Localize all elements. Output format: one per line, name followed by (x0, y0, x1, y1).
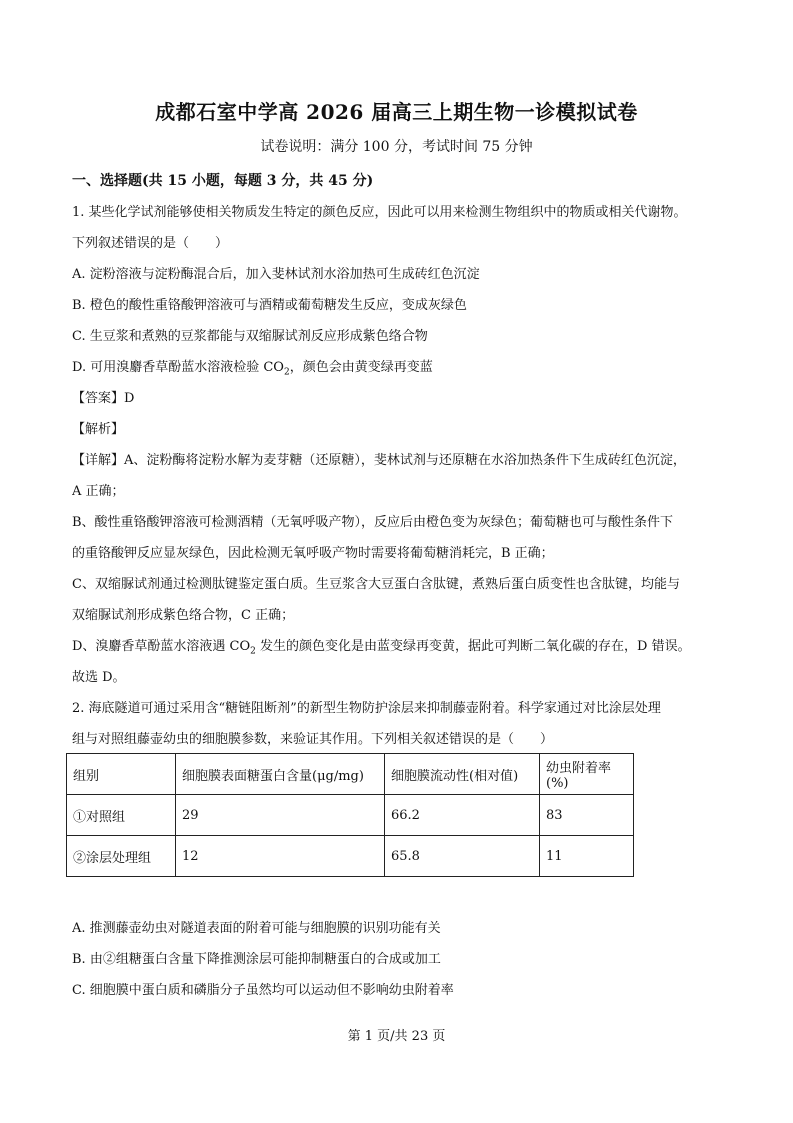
q1-option-b: B. 橙色的酸性重铬酸钾溶液可与酒精或葡萄糖发生反应，变成灰绿色 (72, 298, 467, 313)
q2-option-a: A. 推测藤壶幼虫对隧道表面的附着可能与细胞膜的识别功能有关 (72, 921, 441, 936)
q1-detail-line6: 双缩脲试剂形成紫色络合物，C 正确； (72, 608, 295, 623)
q1-detail-line7: D、溴麝香草酚蓝水溶液遇 $CO_2$ 发生的颜色变化是由蓝变绿再变黄，据此可判断二氧化碳的存在，D 错误。 (72, 639, 691, 657)
page-footer: 第 1 页/共 23 页 (347, 1029, 446, 1044)
exam-title: 成都石室中学高 2026 届高三上期生物一诊模拟试卷 (155, 100, 638, 124)
table-cell: ②涂层处理组 (67, 836, 176, 877)
q1-answer: 【答案】D (72, 391, 135, 406)
table-cell: 11 (540, 836, 634, 877)
q1-detail-line2: A 正确； (72, 484, 125, 499)
q1-option-d: D. 可用溴麝香草酚蓝水溶液检验 $CO_2$，颜色会由黄变绿再变蓝 (72, 360, 433, 378)
q2-data-table (66, 753, 634, 877)
table-cell: 12 (176, 836, 385, 877)
exam-instructions: 试卷说明：满分 100 分，考试时间 75 分钟 (260, 139, 533, 155)
q2-stem-line1: 2. 海底隧道可通过采用含“糖链阻断剂”的新型生物防护涂层来抑制藤壶附着。科学家通过对比涂层处理 (72, 701, 661, 716)
q1-detail-line3: B、酸性重铬酸钾溶液可检测酒精（无氧呼吸产物），反应后由橙色变为灰绿色；葡萄糖也可与酸性条件下 (72, 515, 674, 530)
q2-stem-line2: 组与对照组藤壶幼虫的细胞膜参数，来验证其作用。下列相关叙述错误的是（ ） (72, 732, 554, 747)
q1-detail-line4: 的重铬酸钾反应显灰绿色，因此检测无氧呼吸产物时需要将葡萄糖消耗完，B 正确； (72, 546, 554, 561)
table-header-cell: 细胞膜表面糖蛋白含量(μg/mg) (176, 754, 385, 795)
table-cell: 65.8 (385, 836, 540, 877)
table-cell: 83 (540, 795, 634, 836)
q1-analysis-label: 【解析】 (72, 422, 125, 437)
q1-detail-line8: 故选 D。 (72, 670, 126, 685)
table-row (67, 836, 634, 877)
table-cell: 66.2 (385, 795, 540, 836)
table-header-cell: 细胞膜流动性(相对值) (385, 754, 540, 795)
table-header-cell: 组别 (67, 754, 176, 795)
section-heading: 一、选择题(共 15 小题，每题 3 分，共 45 分) (72, 173, 374, 189)
table-cell: ①对照组 (67, 795, 176, 836)
q1-option-a: A. 淀粉溶液与淀粉酶混合后，加入斐林试剂水浴加热可生成砖红色沉淀 (72, 267, 480, 282)
q1-stem-line2: 下列叙述错误的是（ ） (72, 236, 229, 251)
q1-option-c: C. 生豆浆和煮熟的豆浆都能与双缩脲试剂反应形成紫色络合物 (72, 329, 428, 344)
table-header-cell: 幼虫附着率(%) (540, 754, 634, 795)
q2-option-c: C. 细胞膜中蛋白质和磷脂分子虽然均可以运动但不影响幼虫附着率 (72, 983, 454, 998)
table-cell: 29 (176, 795, 385, 836)
table-header-row (67, 754, 634, 795)
q1-stem-line1: 1. 某些化学试剂能够使相关物质发生特定的颜色反应，因此可以用来检测生物组织中的物质或相关代谢物。 (72, 205, 687, 220)
table-row (67, 795, 634, 836)
q1-detail-line5: C、双缩脲试剂通过检测肽键鉴定蛋白质。生豆浆含大豆蛋白含肽键，煮熟后蛋白质变性也含肽键，均能与 (72, 577, 680, 592)
q1-detail-line1: 【详解】A、淀粉酶将淀粉水解为麦芽糖（还原糖），斐林试剂与还原糖在水浴加热条件下生成砖红色沉淀， (72, 453, 686, 468)
q2-option-b: B. 由②组糖蛋白含量下降推测涂层可能抑制糖蛋白的合成或加工 (72, 952, 441, 967)
